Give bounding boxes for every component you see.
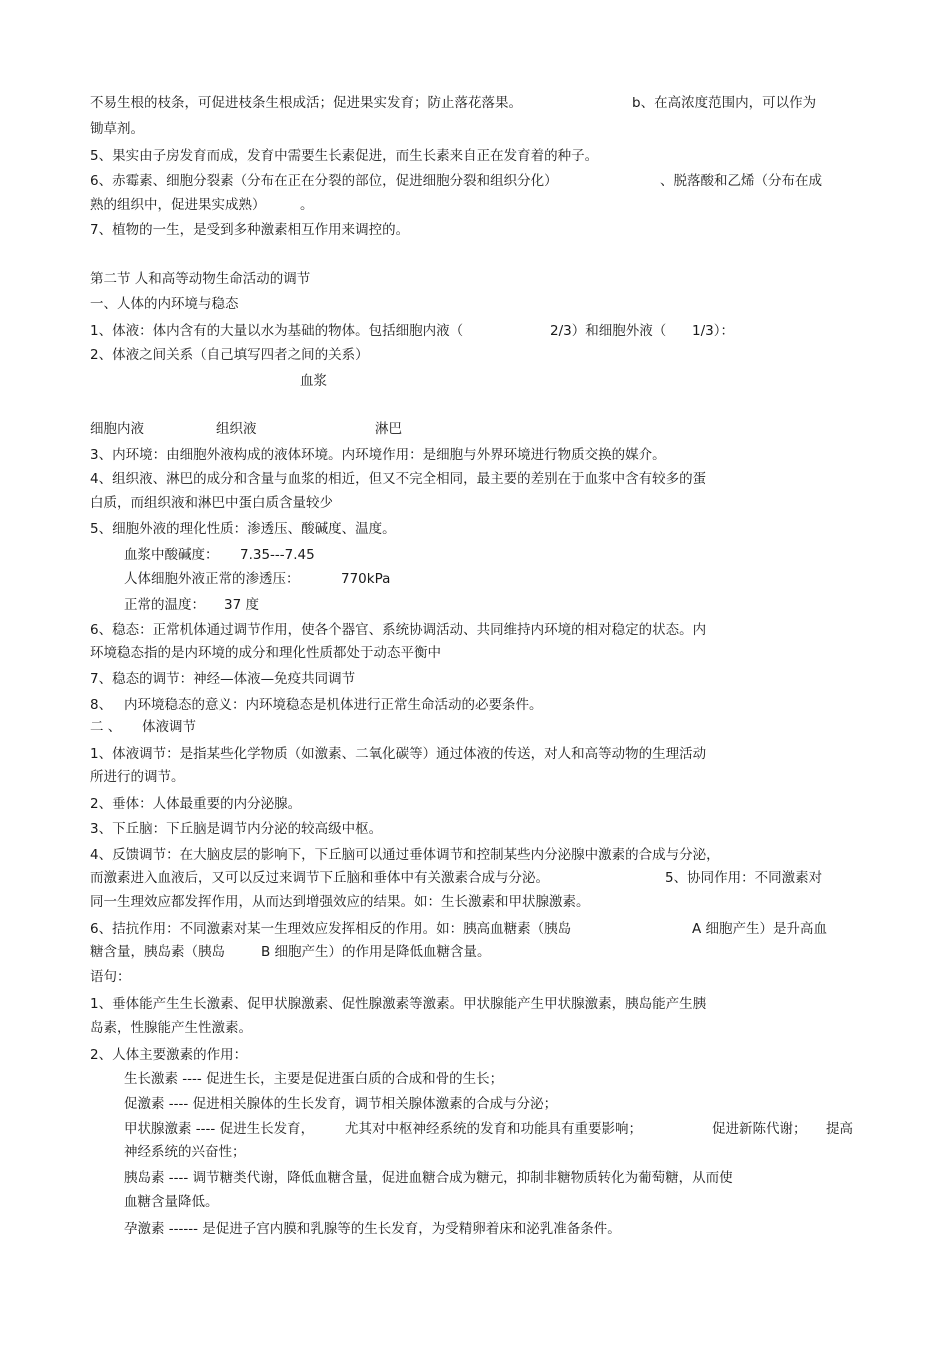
text-line: 内环境稳态的意义：内环境稳态是机体进行正常生命活动的必要条件。 — [124, 697, 543, 713]
text-line: 同一生理效应都发挥作用，从而达到增强效应的结果。如：生长激素和甲状腺激素。 — [90, 894, 590, 910]
subsection-heading: 一、人体的内环境与稳态 — [90, 296, 239, 312]
text-line: 8、 — [90, 697, 113, 713]
text-line: 2、体液之间关系（自己填写四者之间的关系） — [90, 347, 369, 363]
text-line: 环境稳态指的是内环境的成分和理化性质都处于动态平衡中 — [90, 645, 441, 661]
text-line: 4、组织液、淋巴的成分和含量与血浆的相近，但又不完全相同，最主要的差别在于血浆中含有较多的蛋 — [90, 471, 707, 487]
text-line: 1、体液：体内含有的大量以水为基础的物体。包括细胞内液（ — [90, 323, 464, 339]
text-line: 1、垂体能产生生长激素、促甲状腺激素、促性腺激素等激素。甲状腺能产生甲状腺激素，胰岛能产生胰 — [90, 996, 707, 1012]
text-line: 提高 — [826, 1121, 853, 1137]
text-line: 。 — [300, 197, 314, 213]
text-line: 5、细胞外液的理化性质：渗透压、酸碱度、温度。 — [90, 521, 396, 537]
text-line: 6、拮抗作用：不同激素对某一生理效应发挥相反的作用。如：胰高血糖素（胰岛 — [90, 921, 572, 937]
text-line: 所进行的调节。 — [90, 769, 185, 785]
diagram-label-intracellular: 细胞内液 — [90, 421, 144, 437]
text-line: 7、稳态的调节：神经—体液—免疫共同调节 — [90, 671, 356, 687]
text-value: 770kPa — [341, 571, 391, 587]
text-line: b、在高浓度范围内，可以作为 — [632, 95, 817, 111]
text-line: 5、果实由子房发育而成，发育中需要生长素促进，而生长素来自正在发育着的种子。 — [90, 148, 599, 164]
text-line: 正常的温度： — [124, 597, 205, 613]
text-line: 3、下丘脑：下丘脑是调节内分泌的较高级中枢。 — [90, 821, 383, 837]
text-line: 5、协同作用：不同激素对 — [665, 870, 823, 886]
text-line: 6、赤霉素、细胞分裂素（分布在正在分裂的部位，促进细胞分裂和组织分化） — [90, 173, 558, 189]
text-line: 6、稳态：正常机体通过调节作用，使各个器官、系统协调活动、共同维持内环境的相对稳定的状态。内 — [90, 622, 707, 638]
text-line: 而激素进入血液后，又可以反过来调节下丘脑和垂体中有关激素合成与分泌。 — [90, 870, 549, 886]
text-line: 糖含量，胰岛素（胰岛 — [90, 944, 225, 960]
text-line: B 细胞产生）的作用是降低血糖含量。 — [261, 944, 491, 960]
text-line: 不易生根的枝条，可促进枝条生根成活；促进果实发育；防止落花落果。 — [90, 95, 522, 111]
text-line: 人体细胞外液正常的渗透压： — [124, 571, 300, 587]
text-line: 促激素 ---- 促进相关腺体的生长发育，调节相关腺体激素的合成与分泌； — [124, 1096, 558, 1112]
subsection-heading: 二 、 — [90, 719, 122, 735]
text-value: 7.35---7.45 — [240, 547, 315, 563]
text-line: 1、体液调节：是指某些化学物质（如激素、二氧化碳等）通过体液的传送，对人和高等动物的生理活动 — [90, 746, 707, 762]
subsection-heading: 体液调节 — [142, 719, 196, 735]
text-line: 尤其对中枢神经系统的发育和功能具有重要影响； — [345, 1121, 642, 1137]
text-line: 血糖含量降低。 — [124, 1194, 219, 1210]
text-line: 1/3）： — [692, 323, 734, 339]
text-line: 锄草剂。 — [90, 121, 144, 137]
text-line: 岛素，性腺能产生性激素。 — [90, 1020, 252, 1036]
text-line: 2/3）和细胞外液（ — [550, 323, 667, 339]
diagram-label-plasma: 血浆 — [300, 373, 327, 389]
text-line: 白质，而组织液和淋巴中蛋白质含量较少 — [90, 495, 333, 511]
section-heading: 第二节 人和高等动物生命活动的调节 — [90, 271, 311, 287]
text-line: 4、反馈调节：在大脑皮层的影响下，下丘脑可以通过垂体调节和控制某些内分泌腺中激素的合成与分泌， — [90, 847, 720, 863]
text-line: 胰岛素 ---- 调节糖类代谢，降低血糖含量，促进血糖合成为糖元，抑制非糖物质转化为葡萄糖，从而使 — [124, 1170, 733, 1186]
text-line: 3、内环境：由细胞外液构成的液体环境。内环境作用：是细胞与外界环境进行物质交换的媒介。 — [90, 447, 666, 463]
text-line: A 细胞产生）是升高血 — [692, 921, 828, 937]
text-line: 甲状腺激素 ---- 促进生长发育， — [124, 1121, 315, 1137]
text-line: 熟的组织中，促进果实成熟） — [90, 197, 266, 213]
diagram-label-lymph: 淋巴 — [375, 421, 402, 437]
text-line: 语句： — [90, 969, 131, 985]
text-line: 促进新陈代谢； — [712, 1121, 807, 1137]
text-value: 37 度 — [224, 597, 259, 613]
text-line: 血浆中酸碱度： — [124, 547, 219, 563]
text-line: 7、植物的一生，是受到多种激素相互作用来调控的。 — [90, 222, 410, 238]
text-line: 孕激素 ------ 是促进子宫内膜和乳腺等的生长发育，为受精卵着床和泌乳准备条件。 — [124, 1221, 621, 1237]
text-line: 、脱落酸和乙烯（分布在成 — [660, 173, 822, 189]
diagram-label-tissue-fluid: 组织液 — [216, 421, 257, 437]
text-line: 神经系统的兴奋性； — [124, 1144, 246, 1160]
text-line: 2、垂体：人体最重要的内分泌腺。 — [90, 796, 302, 812]
text-line: 生长激素 ---- 促进生长，主要是促进蛋白质的合成和骨的生长； — [124, 1071, 504, 1087]
text-line: 2、人体主要激素的作用： — [90, 1047, 248, 1063]
